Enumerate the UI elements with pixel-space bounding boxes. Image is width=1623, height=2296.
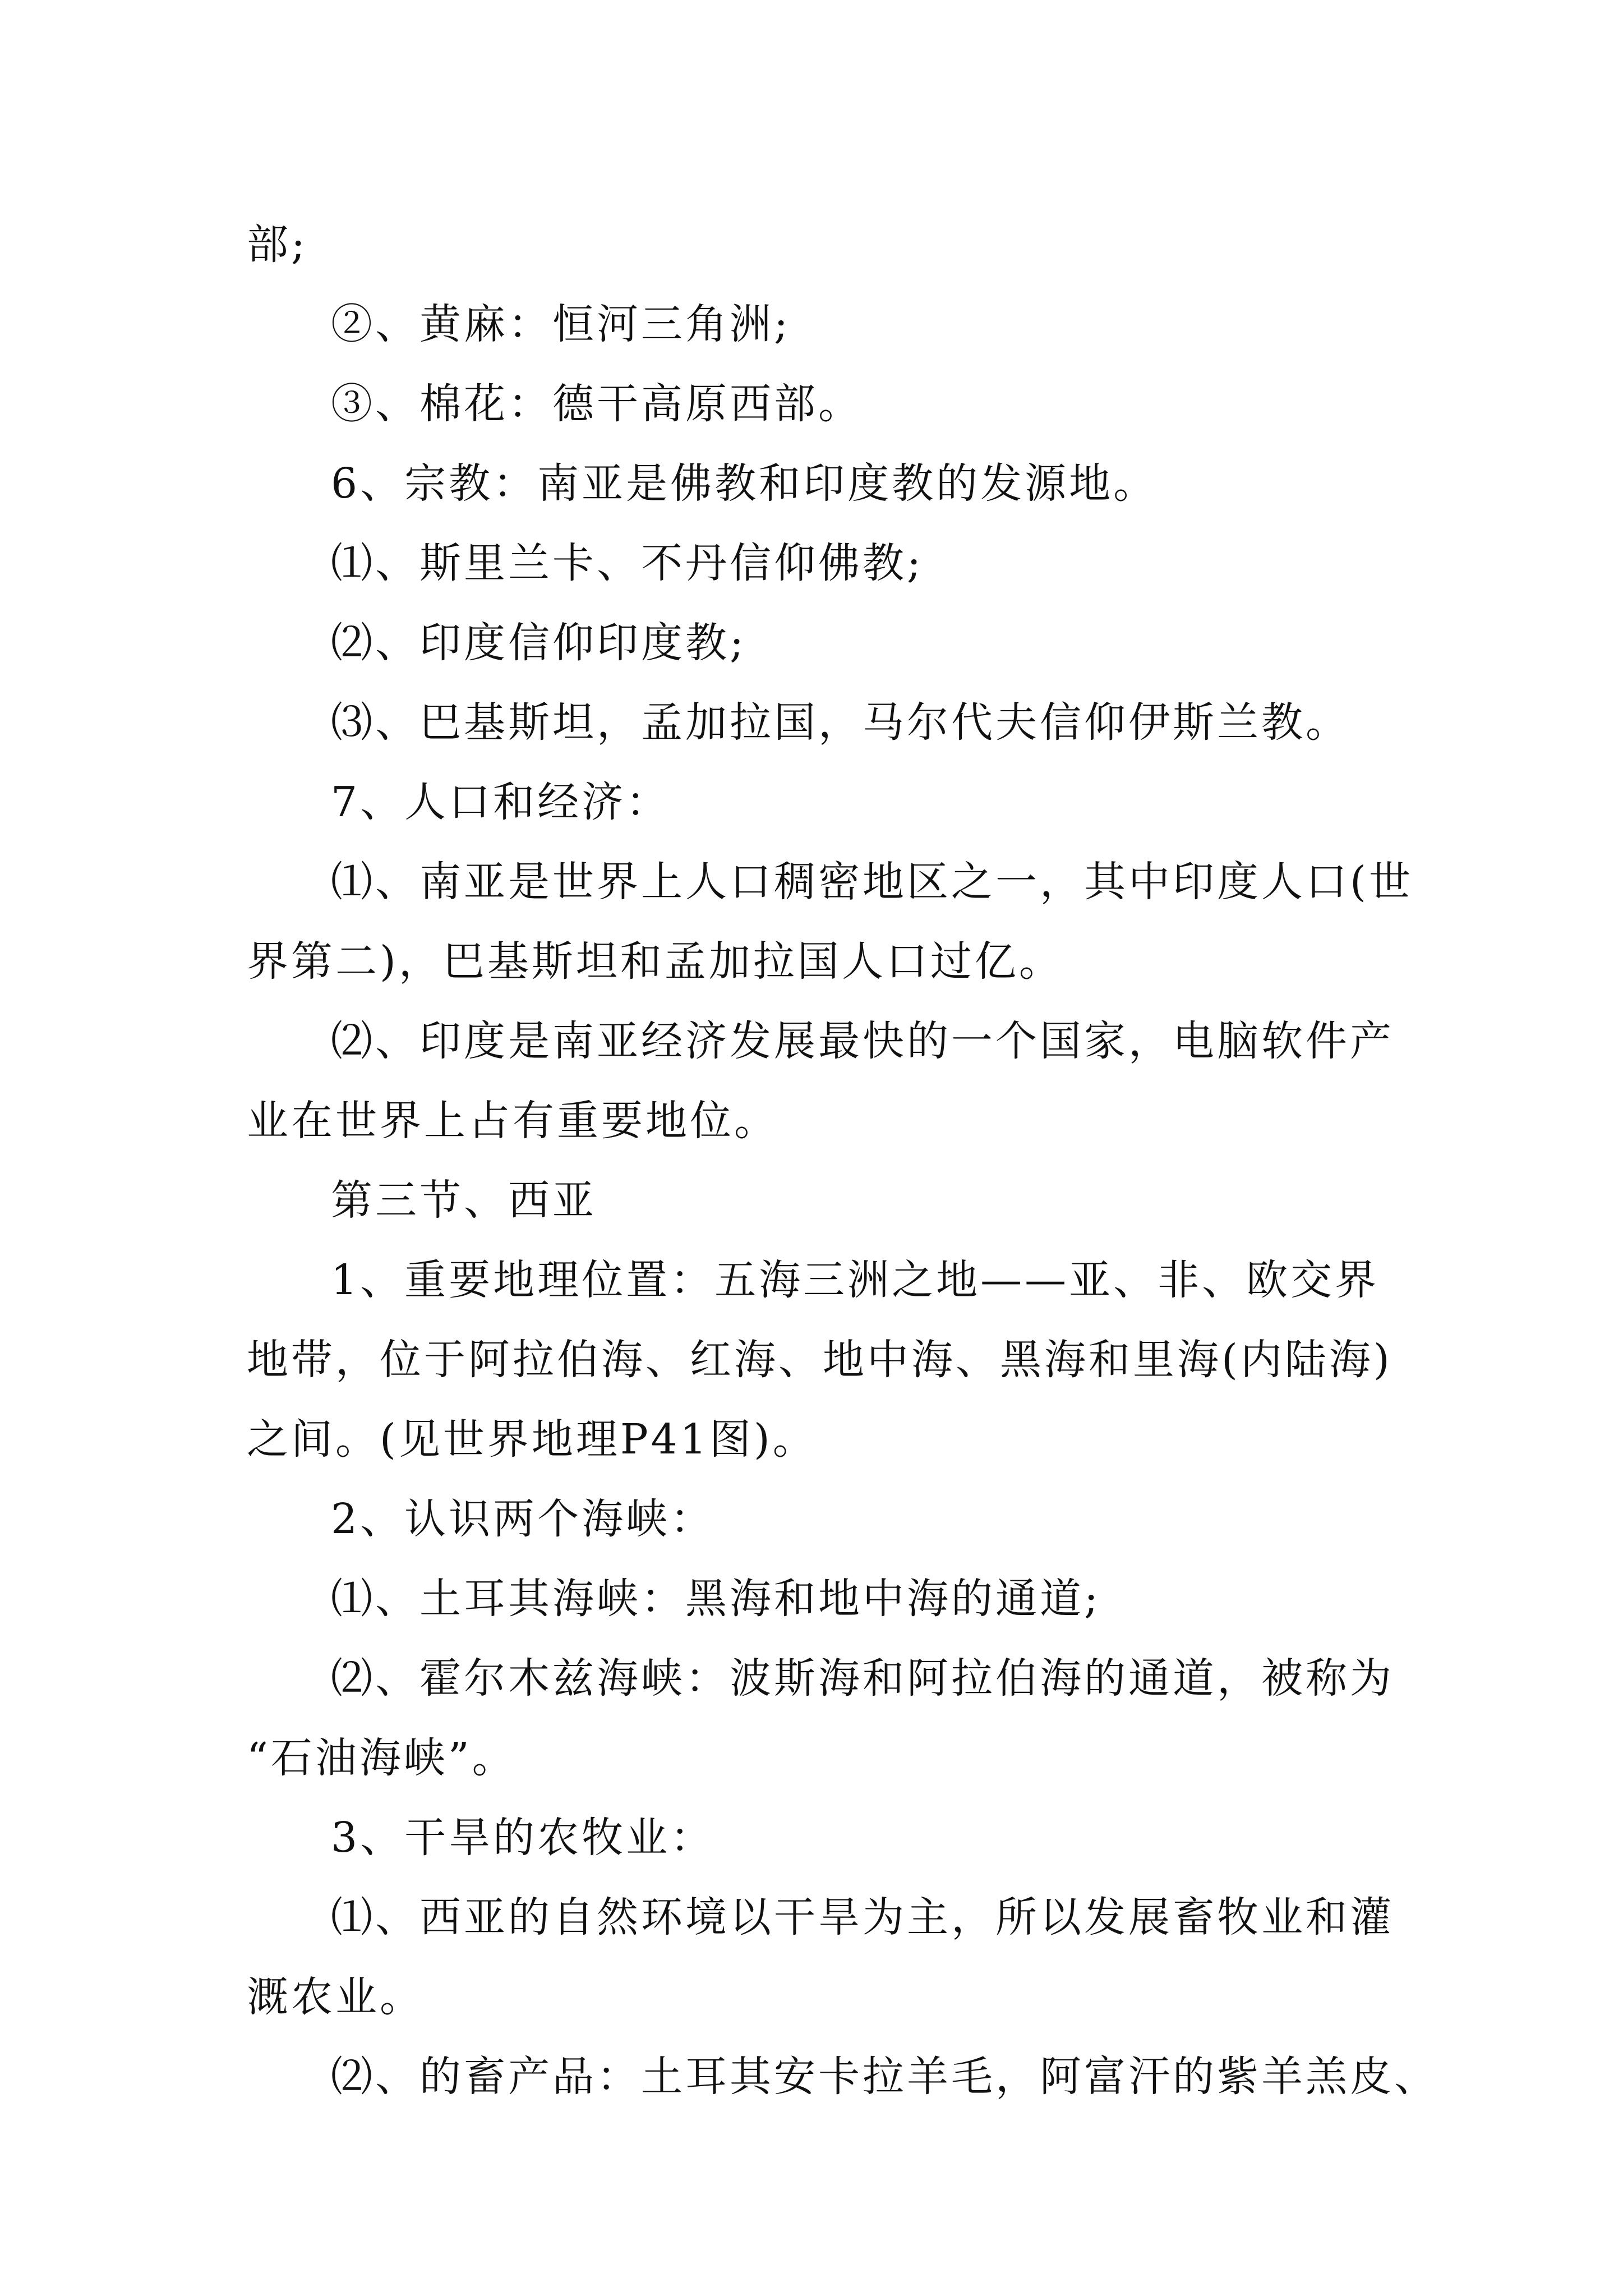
line-economy-2b: 业在世界上占有重要地位。 [247,1097,778,1145]
line-population-1a: ⑴、南亚是世界上人口稠密地区之一，其中印度人口(世 [331,858,1413,906]
line-location-a: 1、重要地理位置：五海三洲之地——亚、非、欧交界 [331,1256,1380,1304]
line-agriculture-1a: ⑴、西亚的自然环境以干旱为主，所以发展畜牧业和灌 [331,1893,1394,1941]
line-population-1b: 界第二)，巴基斯坦和孟加拉国人口过亿。 [247,937,1063,986]
line-location-c: 之间。(见世界地理P41图)。 [247,1415,817,1464]
line-jute: ②、黄麻：恒河三角洲; [331,300,791,348]
line-turkish-straits: ⑴、土耳其海峡：黑海和地中海的通道; [331,1575,1101,1623]
line-agriculture-1b: 溉农业。 [247,1973,424,2021]
section-heading-west-asia: 第三节、西亚 [331,1176,597,1225]
line-hinduism: ⑵、印度信仰印度教; [331,619,746,667]
line-islam: ⑶、巴基斯坦，孟加拉国，马尔代夫信仰伊斯兰教。 [331,698,1350,747]
line-agriculture-heading: 3、干旱的农牧业： [331,1814,715,1862]
line-hormuz-b: “石油海峡”。 [247,1734,517,1782]
line-continuation: 部; [247,220,308,269]
line-buddhism: ⑴、斯里兰卡、不丹信仰佛教; [331,539,924,587]
line-economy-2a: ⑵、印度是南亚经济发展最快的一个国家，电脑软件产 [331,1017,1394,1065]
line-straits-heading: 2、认识两个海峡： [331,1495,715,1543]
line-religion: 6、宗教：南亚是佛教和印度教的发源地。 [331,459,1158,508]
line-hormuz-a: ⑵、霍尔木兹海峡：波斯海和阿拉伯海的通道，被称为 [331,1654,1394,1703]
line-population-heading: 7、人口和经济： [331,778,671,826]
line-cotton: ③、棉花：德干高原西部。 [331,380,863,428]
line-location-b: 地带，位于阿拉伯海、红海、地中海、黑海和里海(内陆海) [247,1336,1393,1384]
document-body [247,205,1438,2116]
line-livestock-products: ⑵、的畜产品：土耳其安卡拉羊毛，阿富汗的紫羊羔皮、 [331,2053,1438,2101]
